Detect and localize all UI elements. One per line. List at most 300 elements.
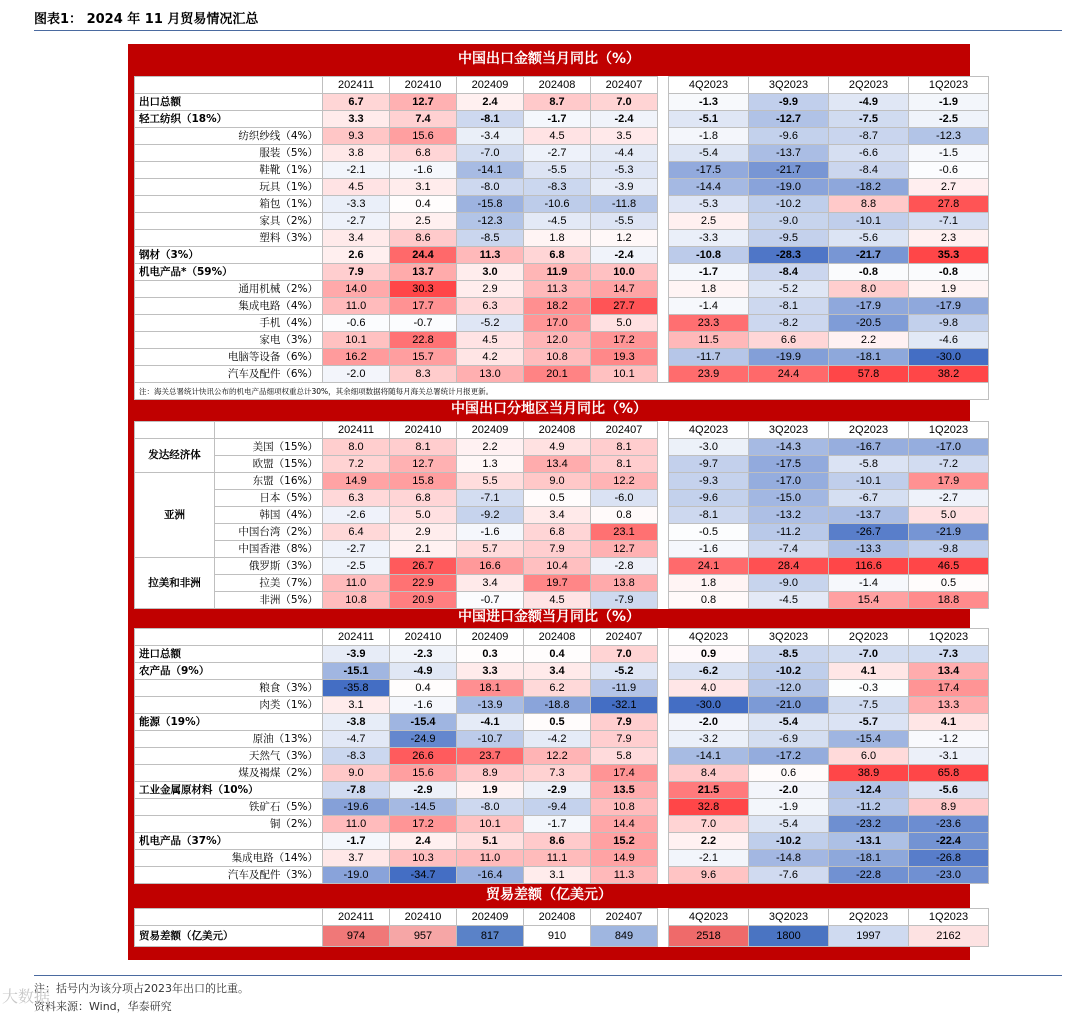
row-label: 铁矿石（5%） [135, 799, 323, 816]
value-cell: -8.1 [669, 507, 749, 524]
value-cell: 5.1 [457, 833, 524, 850]
value-cell: -5.4 [669, 145, 749, 162]
value-cell: 20.9 [390, 592, 457, 609]
value-cell: -1.7 [669, 264, 749, 281]
table-row [135, 332, 989, 349]
row-label: 集成电路（4%） [135, 298, 323, 315]
column-gap [658, 162, 669, 179]
value-cell: 7.9 [323, 264, 390, 281]
value-cell: -17.5 [669, 162, 749, 179]
value-cell: 7.4 [390, 111, 457, 128]
period-header: 4Q2023 [669, 629, 749, 646]
value-cell: 3.4 [457, 575, 524, 592]
value-cell: -15.1 [323, 663, 390, 680]
value-cell: -10.8 [669, 247, 749, 264]
period-header: 3Q2023 [749, 909, 829, 926]
table-row [135, 179, 989, 196]
row-label: 俄罗斯（3%） [215, 558, 323, 575]
value-cell: -26.7 [829, 524, 909, 541]
value-cell: 6.3 [457, 298, 524, 315]
value-cell: 19.7 [524, 575, 591, 592]
value-cell: -19.0 [323, 867, 390, 884]
value-cell: -12.3 [909, 128, 989, 145]
value-cell: 1.2 [591, 230, 658, 247]
value-cell: 19.3 [591, 349, 658, 366]
row-label: 钢材（3%） [135, 247, 323, 264]
value-cell: 15.4 [829, 592, 909, 609]
value-cell: -17.0 [909, 439, 989, 456]
period-header: 202410 [390, 422, 457, 439]
value-cell: -5.3 [591, 162, 658, 179]
column-gap [658, 799, 669, 816]
row-label: 手机（4%） [135, 315, 323, 332]
value-cell: -7.3 [909, 646, 989, 663]
value-cell: 57.8 [829, 366, 909, 383]
column-gap [658, 629, 669, 646]
value-cell: -2.9 [390, 782, 457, 799]
row-label: 中国香港（8%） [215, 541, 323, 558]
value-cell: 5.7 [457, 541, 524, 558]
column-gap [658, 926, 669, 947]
value-cell: 3.4 [323, 230, 390, 247]
period-header: 4Q2023 [669, 422, 749, 439]
value-cell: -0.6 [323, 315, 390, 332]
value-cell: 26.6 [390, 748, 457, 765]
value-cell: 13.8 [591, 575, 658, 592]
value-cell: 32.8 [669, 799, 749, 816]
value-cell: -30.0 [909, 349, 989, 366]
footnote-share: 注：括号内为该分项占2023年出口的比重。 [34, 982, 249, 995]
value-cell: 3.4 [524, 507, 591, 524]
value-cell: 23.1 [591, 524, 658, 541]
value-cell: 27.7 [591, 298, 658, 315]
value-cell: -22.4 [909, 833, 989, 850]
value-cell: 8.4 [669, 765, 749, 782]
value-cell: -18.1 [829, 850, 909, 867]
value-cell: -5.5 [524, 162, 591, 179]
value-cell: -21.7 [749, 162, 829, 179]
table-row [135, 490, 989, 507]
value-cell: 14.7 [591, 281, 658, 298]
value-cell: -2.7 [909, 490, 989, 507]
value-cell: -7.8 [323, 782, 390, 799]
row-label: 美国（15%） [215, 439, 323, 456]
value-cell: 22.9 [390, 575, 457, 592]
value-cell: -3.9 [323, 646, 390, 663]
value-cell: -17.9 [909, 298, 989, 315]
value-cell: -13.2 [749, 507, 829, 524]
value-cell: -0.7 [457, 592, 524, 609]
period-header: 202408 [524, 909, 591, 926]
column-gap [658, 558, 669, 575]
header-blank-cell [215, 422, 323, 439]
value-cell: 3.8 [323, 145, 390, 162]
header-blank-cell [135, 77, 323, 94]
value-cell: -7.6 [749, 867, 829, 884]
value-cell: -5.7 [829, 714, 909, 731]
value-cell: 18.8 [909, 592, 989, 609]
value-cell: -11.8 [591, 196, 658, 213]
value-cell: -10.7 [457, 731, 524, 748]
value-cell: 11.3 [591, 867, 658, 884]
table-row [135, 507, 989, 524]
period-header: 3Q2023 [749, 629, 829, 646]
value-cell: 8.9 [457, 765, 524, 782]
column-gap [658, 541, 669, 558]
row-label: 轻工纺织（18%） [135, 111, 323, 128]
value-cell: 4.1 [909, 714, 989, 731]
column-gap [658, 765, 669, 782]
value-cell: -1.6 [390, 162, 457, 179]
column-gap [658, 281, 669, 298]
value-cell: 16.2 [323, 349, 390, 366]
column-gap [658, 349, 669, 366]
value-cell: -8.3 [524, 179, 591, 196]
value-cell: -7.0 [829, 646, 909, 663]
value-cell: -10.1 [829, 473, 909, 490]
column-gap [658, 714, 669, 731]
value-cell: 0.5 [524, 490, 591, 507]
top-rule [34, 30, 1062, 31]
column-gap [658, 94, 669, 111]
value-cell: 4.5 [323, 179, 390, 196]
column-gap [658, 332, 669, 349]
value-cell: -1.7 [524, 816, 591, 833]
table-row [135, 145, 989, 162]
value-cell: 7.0 [669, 816, 749, 833]
value-cell: -9.4 [524, 799, 591, 816]
value-cell: 2.4 [390, 833, 457, 850]
value-cell: 8.1 [591, 439, 658, 456]
value-cell: 8.6 [390, 230, 457, 247]
value-cell: -8.2 [749, 315, 829, 332]
value-cell: 3.7 [323, 850, 390, 867]
value-cell: 10.0 [591, 264, 658, 281]
value-cell: 5.0 [390, 507, 457, 524]
value-cell: 35.3 [909, 247, 989, 264]
period-header: 202409 [457, 909, 524, 926]
value-cell: 14.4 [591, 816, 658, 833]
value-cell: -14.3 [749, 439, 829, 456]
value-cell: -6.2 [669, 663, 749, 680]
value-cell: 11.0 [323, 575, 390, 592]
value-cell: -9.8 [909, 541, 989, 558]
regions-section-title: 中国出口分地区当月同比（%） [450, 401, 648, 417]
period-header: 202408 [524, 422, 591, 439]
value-cell: 4.1 [829, 663, 909, 680]
column-gap [658, 524, 669, 541]
row-label: 服装（5%） [135, 145, 323, 162]
table-row [135, 111, 989, 128]
value-cell: -9.9 [749, 94, 829, 111]
table-row [135, 575, 989, 592]
header-blank-cell [135, 909, 323, 926]
value-cell: 9.0 [524, 473, 591, 490]
value-cell: 7.3 [524, 765, 591, 782]
value-cell: 8.0 [323, 439, 390, 456]
header-row [135, 909, 989, 926]
value-cell: 11.3 [457, 247, 524, 264]
value-cell: 15.6 [390, 765, 457, 782]
row-label: 中国台湾（2%） [215, 524, 323, 541]
value-cell: -15.4 [390, 714, 457, 731]
value-cell: 6.7 [323, 94, 390, 111]
value-cell: -1.4 [829, 575, 909, 592]
value-cell: 3.0 [457, 264, 524, 281]
value-cell: 10.8 [323, 592, 390, 609]
value-cell: -2.7 [323, 541, 390, 558]
value-cell: -4.9 [390, 663, 457, 680]
value-cell: -4.5 [749, 592, 829, 609]
value-cell: -8.5 [457, 230, 524, 247]
value-cell: 0.4 [524, 646, 591, 663]
value-cell: 8.3 [390, 366, 457, 383]
value-cell: -5.3 [669, 196, 749, 213]
value-cell: -32.1 [591, 697, 658, 714]
value-cell: 0.8 [591, 507, 658, 524]
value-cell: -9.0 [749, 575, 829, 592]
table-row [135, 867, 989, 884]
period-header: 3Q2023 [749, 422, 829, 439]
value-cell: -14.4 [669, 179, 749, 196]
value-cell: 18.2 [524, 298, 591, 315]
period-header: 202407 [591, 629, 658, 646]
value-cell: 116.6 [829, 558, 909, 575]
header-row [135, 422, 989, 439]
value-cell: -19.6 [323, 799, 390, 816]
value-cell: 0.5 [524, 714, 591, 731]
value-cell: -2.1 [669, 850, 749, 867]
row-label: 肉类（1%） [135, 697, 323, 714]
table-row [135, 281, 989, 298]
period-header: 202411 [323, 422, 390, 439]
value-cell: 6.8 [524, 524, 591, 541]
row-label: 欧盟（15%） [215, 456, 323, 473]
table-row [135, 349, 989, 366]
table-row [135, 162, 989, 179]
row-label: 纺织纱线（4%） [135, 128, 323, 145]
row-label: 煤及褐煤（2%） [135, 765, 323, 782]
value-cell: 4.9 [524, 439, 591, 456]
value-cell: -2.7 [323, 213, 390, 230]
regions-table [134, 421, 989, 609]
column-gap [658, 490, 669, 507]
value-cell: -6.6 [829, 145, 909, 162]
column-gap [658, 179, 669, 196]
value-cell: -9.6 [669, 490, 749, 507]
value-cell: 10.4 [524, 558, 591, 575]
value-cell: 11.1 [524, 850, 591, 867]
row-label: 天然气（3%） [135, 748, 323, 765]
table-row [135, 646, 989, 663]
value-cell: 14.9 [323, 473, 390, 490]
value-cell: -6.7 [829, 490, 909, 507]
value-cell: -21.7 [829, 247, 909, 264]
table-row [135, 473, 989, 490]
value-cell: 7.0 [591, 94, 658, 111]
row-label: 家具（2%） [135, 213, 323, 230]
value-cell: 20.1 [524, 366, 591, 383]
table-row [135, 196, 989, 213]
header-row [135, 77, 989, 94]
bottom-rule [34, 975, 1062, 976]
value-cell: -20.5 [829, 315, 909, 332]
value-cell: 4.5 [457, 332, 524, 349]
column-gap [658, 473, 669, 490]
imports-section-title: 中国进口金额当月同比（%） [457, 609, 641, 625]
period-header: 4Q2023 [669, 909, 749, 926]
value-cell: 13.3 [909, 697, 989, 714]
value-cell: -5.5 [591, 213, 658, 230]
value-cell: 16.6 [457, 558, 524, 575]
value-cell: -12.7 [749, 111, 829, 128]
note-row [135, 383, 989, 400]
row-label: 原油（13%） [135, 731, 323, 748]
column-gap [658, 298, 669, 315]
value-cell: -24.9 [390, 731, 457, 748]
row-label: 玩具（1%） [135, 179, 323, 196]
value-cell: 6.8 [524, 247, 591, 264]
value-cell: -18.8 [524, 697, 591, 714]
value-cell: 2.6 [323, 247, 390, 264]
header-blank-cell [135, 629, 323, 646]
value-cell: -2.5 [323, 558, 390, 575]
row-label: 进口总额 [135, 646, 323, 663]
value-cell: -9.5 [749, 230, 829, 247]
value-cell: -4.5 [524, 213, 591, 230]
value-cell: -30.0 [669, 697, 749, 714]
period-header: 1Q2023 [909, 77, 989, 94]
value-cell: 17.4 [909, 680, 989, 697]
value-cell: 4.5 [524, 128, 591, 145]
table-row [135, 247, 989, 264]
period-header: 2Q2023 [829, 77, 909, 94]
table-row [135, 541, 989, 558]
column-gap [658, 867, 669, 884]
value-cell: 5.8 [591, 748, 658, 765]
value-cell: -3.3 [669, 230, 749, 247]
column-gap [658, 680, 669, 697]
value-cell: -2.3 [390, 646, 457, 663]
value-cell: 10.3 [390, 850, 457, 867]
value-cell: -3.0 [669, 439, 749, 456]
value-cell: -2.5 [909, 111, 989, 128]
value-cell: -34.7 [390, 867, 457, 884]
table-row [135, 833, 989, 850]
column-gap [658, 230, 669, 247]
row-label: 机电产品（37%） [135, 833, 323, 850]
value-cell: 1.3 [457, 456, 524, 473]
header-blank-cell [135, 422, 215, 439]
value-cell: -1.7 [524, 111, 591, 128]
value-cell: 10.1 [591, 366, 658, 383]
value-cell: -7.1 [457, 490, 524, 507]
row-label: 机电产品*（59%） [135, 264, 323, 281]
value-cell: 12.2 [524, 748, 591, 765]
value-cell: 2.5 [390, 213, 457, 230]
value-cell: -19.9 [749, 349, 829, 366]
column-gap [658, 247, 669, 264]
value-cell: 11.0 [457, 850, 524, 867]
value-cell: -1.5 [909, 145, 989, 162]
value-cell: 6.8 [390, 490, 457, 507]
period-header: 1Q2023 [909, 629, 989, 646]
value-cell: 17.9 [909, 473, 989, 490]
period-header: 2Q2023 [829, 422, 909, 439]
value-cell: -7.0 [457, 145, 524, 162]
value-cell: -5.4 [749, 816, 829, 833]
value-cell: 0.9 [669, 646, 749, 663]
value-cell: -4.1 [457, 714, 524, 731]
value-cell: 9.0 [323, 765, 390, 782]
table-row [135, 697, 989, 714]
value-cell: 2.9 [457, 281, 524, 298]
value-cell: 957 [390, 926, 457, 947]
value-cell: -1.2 [909, 731, 989, 748]
value-cell: -2.9 [524, 782, 591, 799]
value-cell: -1.6 [669, 541, 749, 558]
header-row [135, 629, 989, 646]
row-label: 拉美（7%） [215, 575, 323, 592]
value-cell: -17.5 [749, 456, 829, 473]
value-cell: 5.5 [457, 473, 524, 490]
period-header: 202411 [323, 77, 390, 94]
value-cell: -4.7 [323, 731, 390, 748]
value-cell: -26.8 [909, 850, 989, 867]
value-cell: -2.8 [591, 558, 658, 575]
table-row [135, 558, 989, 575]
value-cell: -35.8 [323, 680, 390, 697]
table-row [135, 128, 989, 145]
value-cell: 0.3 [457, 646, 524, 663]
value-cell: -13.7 [829, 507, 909, 524]
value-cell: 15.7 [390, 349, 457, 366]
value-cell: -16.7 [829, 439, 909, 456]
column-gap [658, 77, 669, 94]
value-cell: 0.4 [390, 680, 457, 697]
value-cell: -1.8 [669, 128, 749, 145]
value-cell: 2.2 [829, 332, 909, 349]
value-cell: 0.8 [669, 592, 749, 609]
table-row [135, 816, 989, 833]
value-cell: 11.5 [669, 332, 749, 349]
value-cell: -9.8 [909, 315, 989, 332]
value-cell: 8.0 [829, 281, 909, 298]
value-cell: -7.1 [909, 213, 989, 230]
table-row [135, 663, 989, 680]
column-gap [658, 366, 669, 383]
value-cell: 3.3 [457, 663, 524, 680]
value-cell: -9.3 [669, 473, 749, 490]
row-label: 汽车及配件（3%） [135, 867, 323, 884]
table-row [135, 714, 989, 731]
column-gap [658, 646, 669, 663]
value-cell: 17.2 [390, 816, 457, 833]
value-cell: 8.6 [524, 833, 591, 850]
value-cell: 2518 [669, 926, 749, 947]
value-cell: -5.8 [829, 456, 909, 473]
value-cell: -19.0 [749, 179, 829, 196]
value-cell: -6.0 [591, 490, 658, 507]
value-cell: -3.3 [323, 196, 390, 213]
table-row [135, 366, 989, 383]
value-cell: 2.1 [390, 541, 457, 558]
period-header: 202408 [524, 629, 591, 646]
trade-summary-panel [128, 44, 970, 960]
value-cell: 10.1 [323, 332, 390, 349]
value-cell: 24.1 [669, 558, 749, 575]
value-cell: 2.7 [909, 179, 989, 196]
